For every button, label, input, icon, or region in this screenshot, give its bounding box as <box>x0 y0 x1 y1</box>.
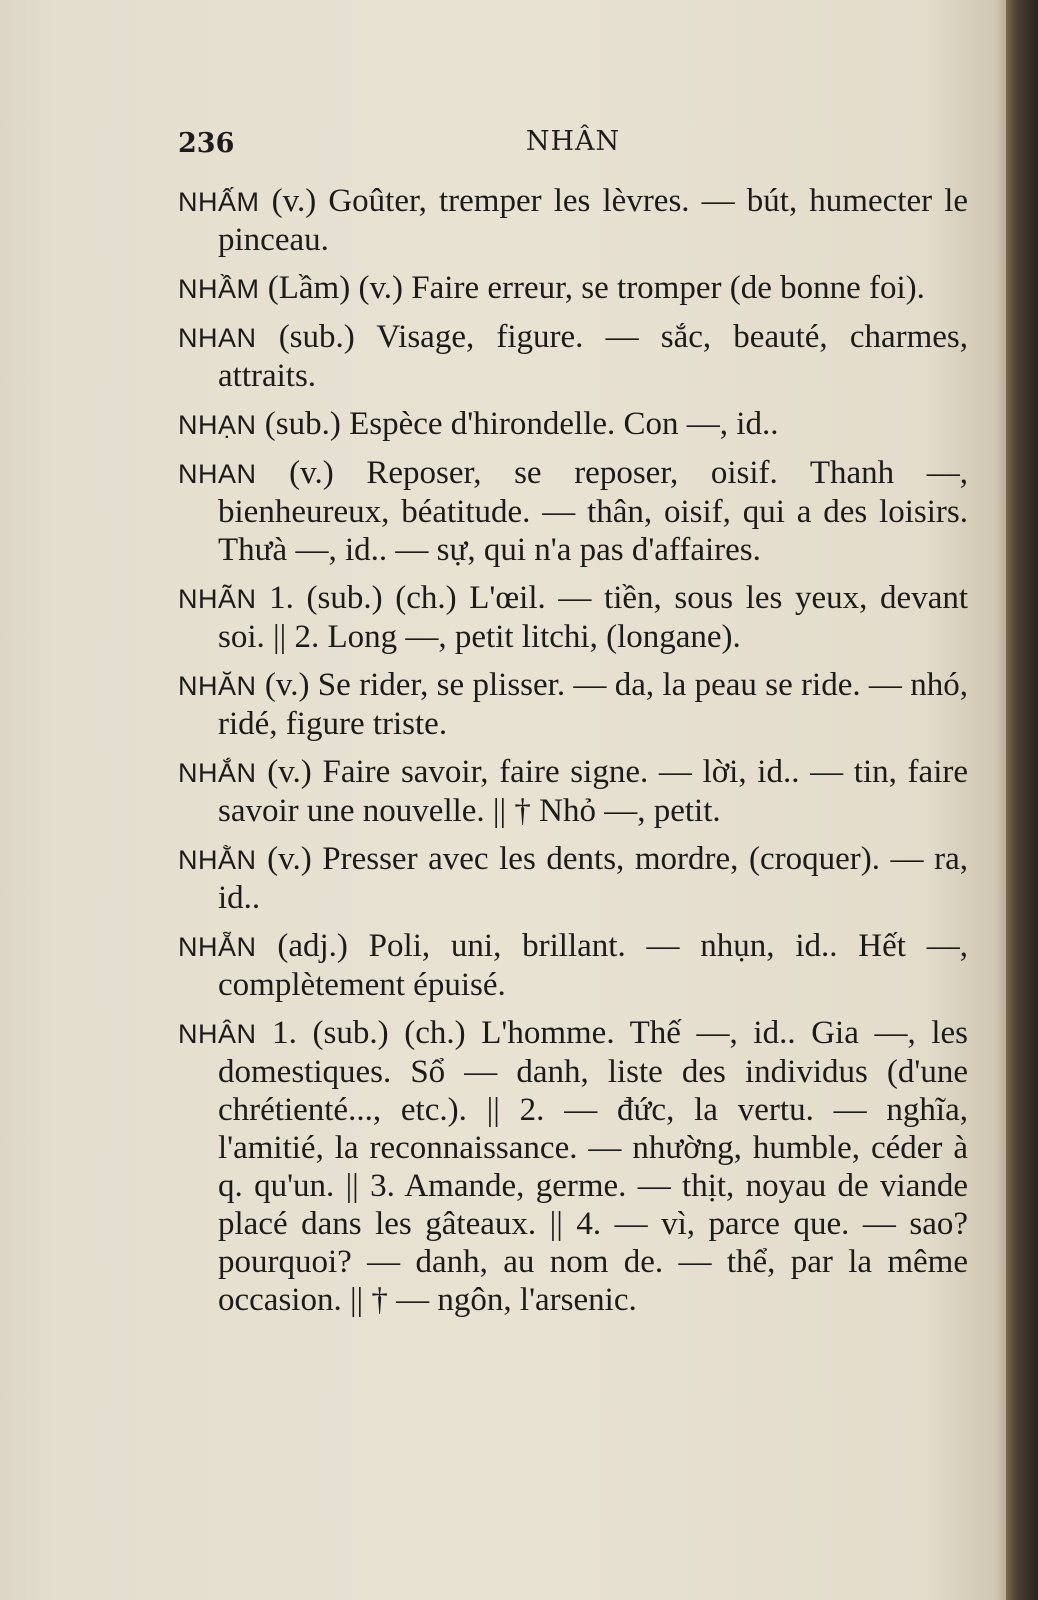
dictionary-entry <box>178 318 968 395</box>
entry-headword: NHẦM <box>178 274 260 304</box>
entry-body: (sub.) Visage, figure. — sắc, beauté, charmes, attraits. <box>218 319 969 394</box>
entry-body: 1. (sub.) (ch.) L'homme. Thế —, id.. Gia —, les domestiques. Sổ — danh, liste des individus (d'une chrétienté..., etc.). || 2. — đức, la vertu. — nghĩa, l'amitié, la reconnaissance. — nhường, humble, céder à q. qu'un. || 3. Amande, germe. — thịt, noyau de viande placé dans les gâteaux. || 4. — vì, parce que. — sao? pourquoi? — danh, au nom de. — thể, par la même occasion. || † — ngôn, l'arsenic. <box>218 1015 969 1318</box>
entry-body: (v.) Reposer, se reposer, oisif. Thanh —, bienheureux, béatitude. — thân, oisif, qui a des loisirs. Thưà —, id.. — sự, qui n'a pas d'affaires. <box>218 455 969 568</box>
entry-headword: NHẴN <box>178 932 257 962</box>
entry-headword: NHẤM <box>178 187 260 217</box>
dictionary-entry <box>178 182 968 259</box>
entry-body: 1. (sub.) (ch.) L'œil. — tiền, sous les yeux, devant soi. || 2. Long —, petit litchi, (longane). <box>218 580 969 655</box>
page-header <box>178 120 968 164</box>
entry-body: (Lầm) (v.) Faire erreur, se tromper (de bonne foi). <box>267 270 925 306</box>
entry-headword: NHẰN <box>178 845 257 875</box>
entry-headword: NHẠN <box>178 410 257 440</box>
dictionary-entry <box>178 579 968 656</box>
dictionary-entry <box>178 840 968 917</box>
entry-headword: NHAN <box>178 323 257 353</box>
dictionary-entry <box>178 454 968 569</box>
entry-body: (v.) Presser avec les dents, mordre, (croquer). — ra, id.. <box>218 841 968 916</box>
entry-headword: NHÃN <box>178 584 257 614</box>
entry-body: (adj.) Poli, uni, brillant. — nhụn, id.. Hết —, complètement épuisé. <box>218 928 969 1003</box>
entry-headword: NHAN <box>178 459 257 489</box>
dictionary-entry <box>178 666 968 743</box>
dictionary-entry <box>178 753 968 830</box>
dictionary-entry <box>178 405 968 444</box>
entry-body: (v.) Se rider, se plisser. — da, la peau se ride. — nhó, ridé, figure triste. <box>218 667 969 742</box>
dictionary-entry <box>178 927 968 1004</box>
entry-body: (sub.) Espèce d'hirondelle. Con —, id.. <box>264 406 779 442</box>
running-head: NHÂN <box>525 126 621 157</box>
entry-headword: NHẮN <box>178 758 257 788</box>
entry-headword: NHÂN <box>178 1019 257 1049</box>
dictionary-entries <box>178 182 968 1329</box>
dictionary-entry <box>178 269 968 308</box>
dictionary-entry <box>178 1014 968 1319</box>
entry-headword: NHĂN <box>178 671 257 701</box>
book-spine-edge <box>1006 0 1038 1600</box>
entry-body: (v.) Goûter, tremper les lèvres. — bút, humecter le pinceau. <box>218 183 969 258</box>
entry-body: (v.) Faire savoir, faire signe. — lời, id.. — tin, faire savoir une nouvelle. || † Nhỏ —, petit. <box>218 754 968 829</box>
page-number: 236 <box>178 128 235 159</box>
